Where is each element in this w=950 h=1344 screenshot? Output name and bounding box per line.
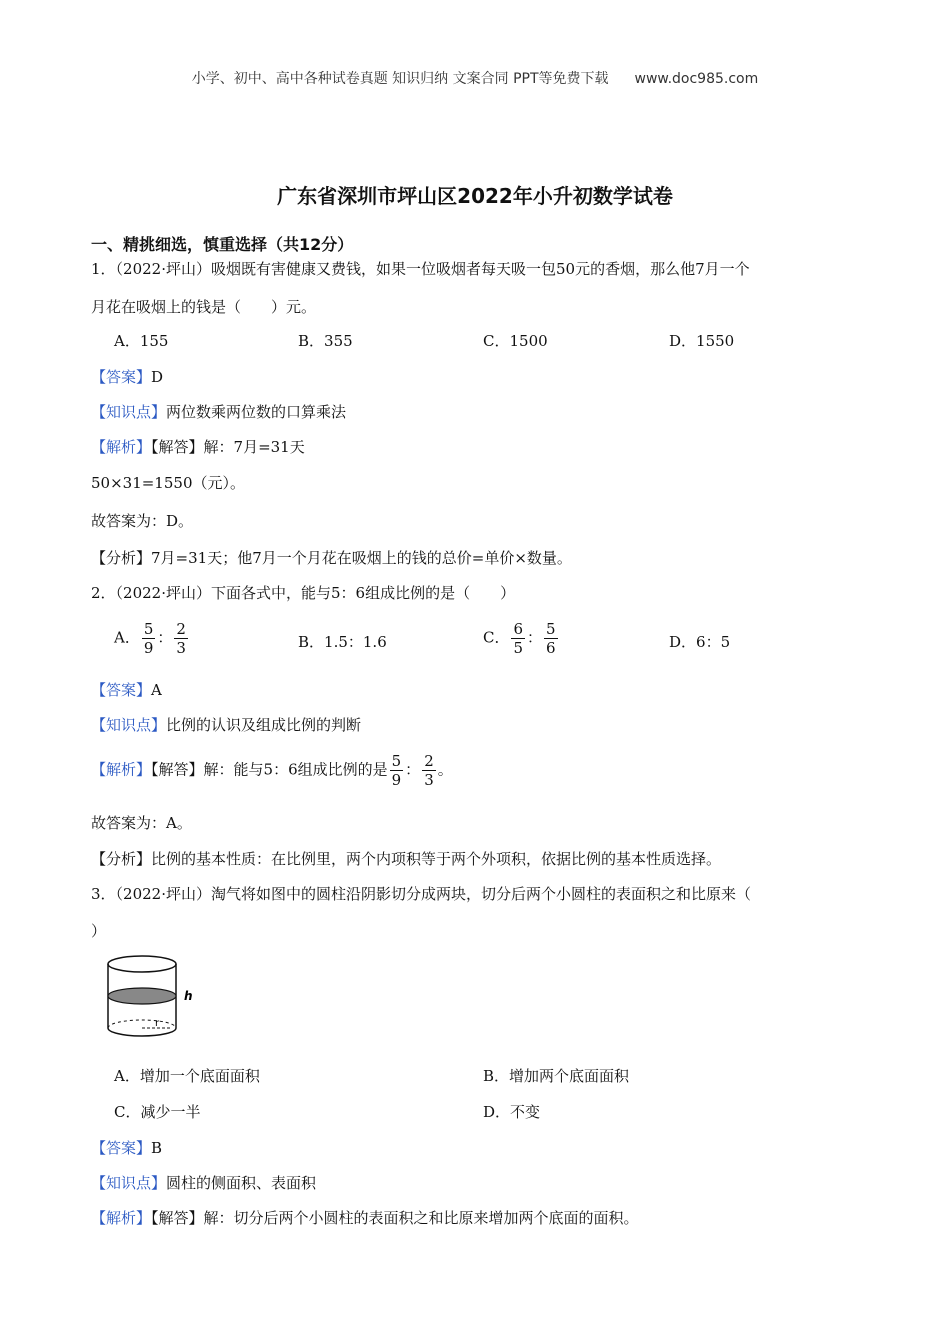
- solve-label: 【解答】: [151, 438, 204, 456]
- solve-label: 【解答】: [151, 760, 204, 779]
- fenxi-label: 【分析】: [91, 549, 152, 567]
- fenxi-label: 【分析】: [91, 850, 152, 868]
- page-header: [0, 68, 950, 88]
- q2-knowledge-value: 比例的认识及组成比例的判断: [166, 716, 362, 734]
- denominator: 5: [513, 639, 524, 657]
- q2-knowledge: [91, 714, 361, 736]
- q2-stem: 2．（2022·坪山）下面各式中，能与5：6组成比例的是（ ）: [91, 584, 516, 602]
- q2-option-a-label: A．: [114, 628, 140, 647]
- q2-option-c: [483, 620, 560, 657]
- numerator: 5: [546, 620, 556, 638]
- numerator: 2: [176, 620, 186, 638]
- q1-analysis: [91, 547, 572, 569]
- q2-option-c-label: C．: [483, 628, 510, 647]
- cylinder-figure: [100, 950, 210, 1042]
- q3-solve-text: 解：切分后两个小圆柱的表面积之和比原来增加两个底面的面积。: [203, 1209, 639, 1227]
- analysis-label: 【解析】: [91, 438, 152, 456]
- answer-label: 【答案】: [91, 368, 152, 386]
- knowledge-label: 【知识点】: [91, 716, 167, 734]
- q3-option-a: A．增加一个底面面积: [114, 1067, 260, 1085]
- q3-answer: [91, 1137, 162, 1159]
- numerator: 5: [143, 620, 154, 638]
- q3-answer-value: B: [151, 1139, 163, 1157]
- q1-option-d: D．1550: [669, 332, 735, 350]
- period: 。: [437, 760, 453, 779]
- q2-solution: [91, 752, 453, 789]
- q1-answer-value: D: [151, 368, 164, 386]
- ratio-sep: ：: [527, 628, 543, 647]
- fraction: [422, 752, 436, 789]
- fraction: [544, 620, 558, 657]
- q1-answer: [91, 366, 163, 388]
- q1-calc: 50×31=1550（元）。: [91, 474, 245, 492]
- q3-stem-line1: 3．（2022·坪山）淘气将如图中的圆柱沿阴影切分成两块，切分后两个小圆柱的表面积之和比原来（: [91, 885, 751, 903]
- ratio-sep: ：: [157, 628, 173, 647]
- denominator: 9: [143, 639, 154, 657]
- numerator: 5: [391, 752, 402, 770]
- q3-knowledge: [91, 1172, 316, 1194]
- q2-analysis-text: 比例的基本性质：在比例里，两个内项积等于两个外项积，依据比例的基本性质选择。: [151, 850, 722, 868]
- header-text: 小学、初中、高中各种试卷真题 知识归纳 文案合同 PPT等免费下载: [191, 71, 609, 87]
- denominator: 6: [546, 639, 556, 657]
- q3-knowledge-value: 圆柱的侧面积、表面积: [166, 1174, 317, 1192]
- q1-analysis-text: 7月=31天；他7月一个月花在吸烟上的钱的总价=单价×数量。: [151, 549, 572, 567]
- q2-answer-value: A: [151, 681, 162, 699]
- q1-solution: [91, 436, 305, 458]
- q3-stem-line2: ）: [91, 922, 107, 940]
- denominator: 3: [424, 771, 434, 789]
- q3-option-d: D．不变: [483, 1103, 541, 1121]
- q1-solve-text: 解：7月=31天: [203, 438, 305, 456]
- fraction: [511, 620, 525, 657]
- page-title: 广东省深圳市坪山区2022年小升初数学试卷: [277, 184, 673, 208]
- q2-option-d: D．6：5: [669, 633, 731, 651]
- q1-knowledge: [91, 401, 346, 423]
- fraction: [142, 620, 156, 657]
- knowledge-label: 【知识点】: [91, 1174, 167, 1192]
- answer-label: 【答案】: [91, 1139, 152, 1157]
- q1-option-a: A．155: [114, 332, 169, 350]
- header-site[interactable]: www.doc985.com: [634, 71, 759, 87]
- analysis-label: 【解析】: [91, 1209, 152, 1227]
- analysis-label: 【解析】: [91, 760, 152, 779]
- q1-knowledge-value: 两位数乘两位数的口算乘法: [166, 403, 347, 421]
- q2-solve-text: 解：能与5：6组成比例的是: [203, 760, 388, 779]
- q3-option-b: B．增加两个底面面积: [483, 1067, 630, 1085]
- denominator: 9: [391, 771, 402, 789]
- answer-label: 【答案】: [91, 681, 152, 699]
- r-label: r: [155, 1018, 160, 1029]
- q1-stem-line1: 1．（2022·坪山）吸烟既有害健康又费钱，如果一位吸烟者每天吸一包50元的香烟，那么他7月一个: [91, 260, 750, 278]
- fraction: [174, 620, 188, 657]
- q1-option-c: C．1500: [483, 332, 548, 350]
- numerator: 6: [513, 620, 524, 638]
- denominator: 3: [176, 639, 186, 657]
- q2-option-a: [114, 620, 190, 657]
- solve-label: 【解答】: [151, 1209, 204, 1227]
- q1-stem-line2: 月花在吸烟上的钱是（ ）元。: [91, 298, 317, 316]
- q1-option-b: B．355: [298, 332, 353, 350]
- q3-option-c: C．减少一半: [114, 1103, 201, 1121]
- fraction: [390, 752, 404, 789]
- ratio-sep: ：: [405, 760, 421, 779]
- h-label: h: [184, 989, 193, 1003]
- knowledge-label: 【知识点】: [91, 403, 167, 421]
- q2-conclusion: 故答案为：A。: [91, 814, 192, 832]
- q3-solution: [91, 1207, 639, 1229]
- q2-answer: [91, 679, 162, 701]
- q2-analysis: [91, 848, 721, 870]
- q1-conclusion: 故答案为：D。: [91, 512, 194, 530]
- q2-option-b: B．1.5：1.6: [298, 633, 387, 651]
- numerator: 2: [424, 752, 434, 770]
- section-heading: 一、精挑细选，慎重选择（共12分）: [91, 235, 354, 254]
